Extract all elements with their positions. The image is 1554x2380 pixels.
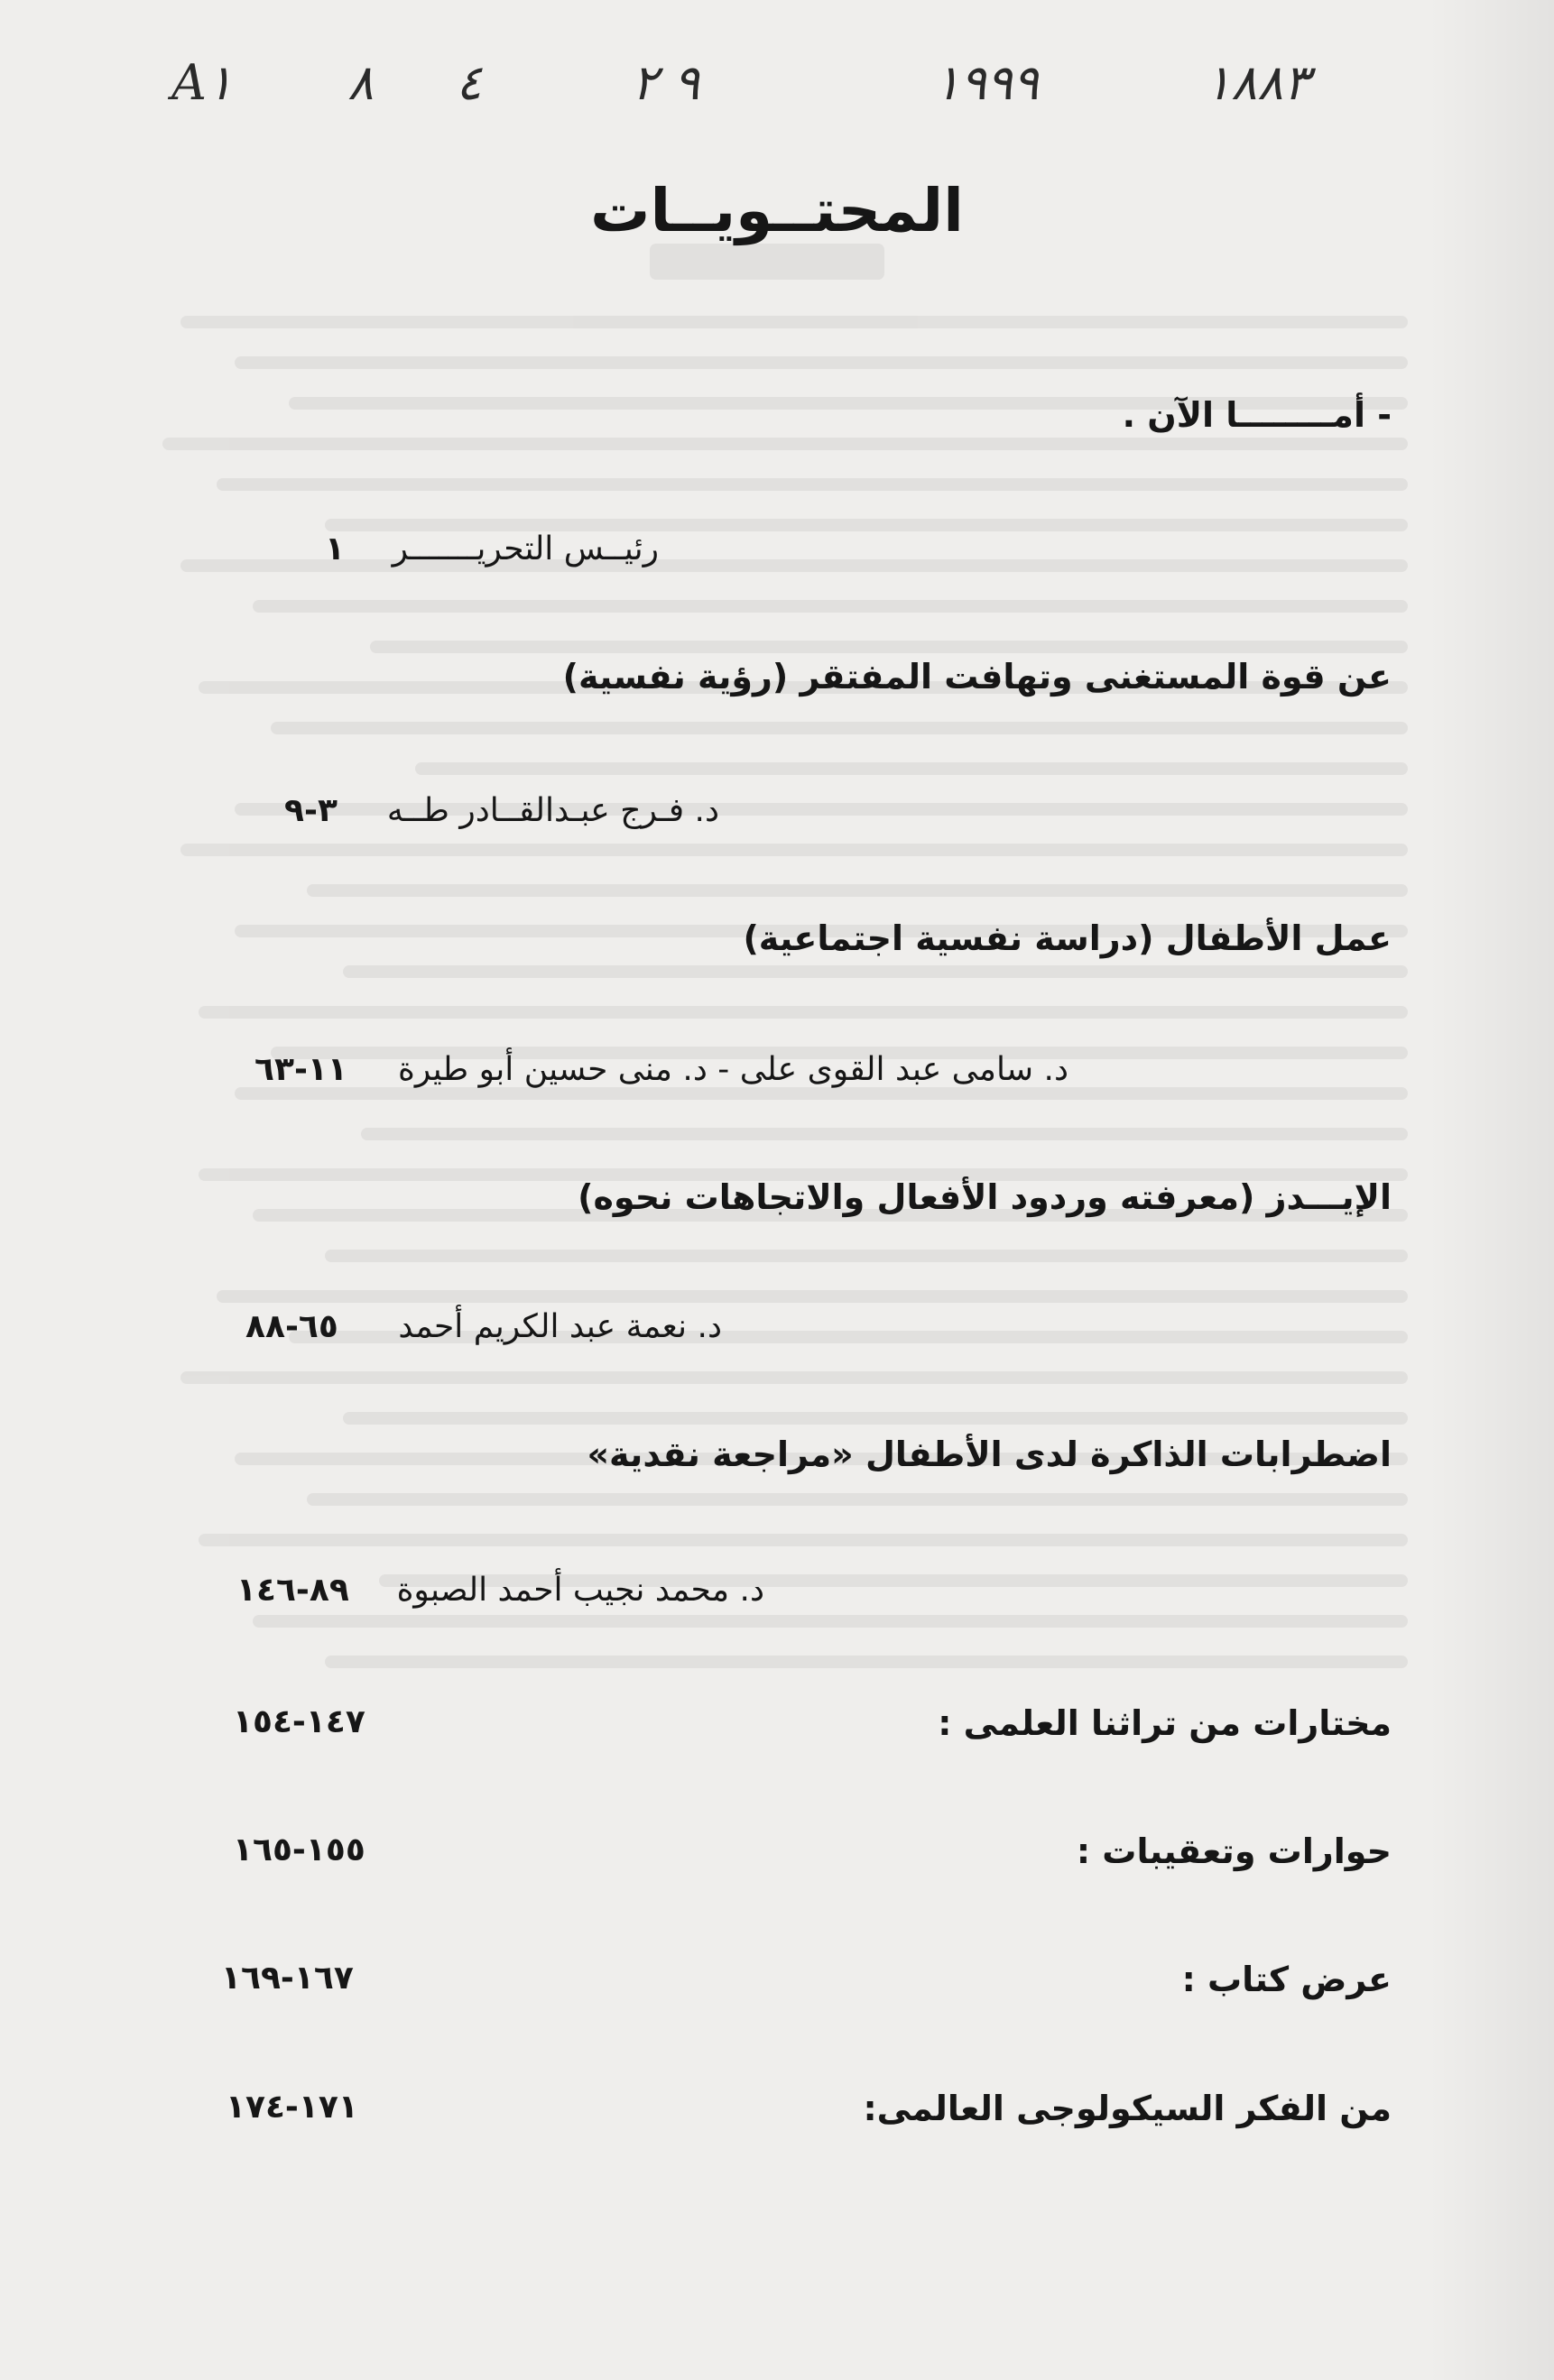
entry-pages: ٦٥-٨٨ [245, 1308, 338, 1345]
entry-pages: ١٧١-١٧٤ [226, 2089, 358, 2126]
entry-author: رئيــس التحريـــــــر [392, 530, 659, 567]
entry-title: عمل الأطفال (دراسة نفسية اجتماعية) [743, 918, 1392, 958]
handwritten-mark: ٤ [456, 54, 483, 111]
page-title: المحتــويــات [590, 176, 964, 245]
entry-title: عرض كتاب : [1181, 1960, 1392, 1999]
entry-pages: ٨٩-١٤٦ [236, 1572, 349, 1609]
binding-shadow [1428, 0, 1554, 2380]
entry-title: الإيـــدز (معرفته وردود الأفعال والاتجاهات نحوه) [578, 1177, 1392, 1217]
entry-title: حوارات وتعقيبات : [1076, 1831, 1392, 1871]
handwritten-mark: ١٨٨٣ [1205, 54, 1310, 111]
entry-author: د. فـرج عبـدالقــادر طــه [386, 792, 719, 829]
entry-pages: ١٥٥-١٦٥ [233, 1831, 365, 1868]
entry-title: عن قوة المستغنى وتهافت المفتقر (رؤية نفسية) [562, 657, 1392, 696]
entry-author: د. نعمة عبد الكريم أحمد [398, 1308, 722, 1345]
entry-title: مختارات من تراثنا العلمى : [938, 1703, 1392, 1743]
entry-author: د. سامى عبد القوى على - د. منى حسين أبو طيرة [397, 1051, 1068, 1088]
entry-title: اضطرابات الذاكرة لدى الأطفال «مراجعة نقدية» [587, 1434, 1392, 1474]
bleed-through-texture [108, 244, 1408, 1705]
entry-author: د. محمد نجيب أحمد الصبوة [396, 1572, 764, 1609]
handwritten-mark: ٨ [347, 54, 375, 111]
entry-pages: ١٤٧-١٥٤ [233, 1703, 365, 1740]
handwritten-mark: ١٩٩٩ [934, 54, 1040, 111]
entry-pages: ١٦٧-١٦٩ [221, 1960, 354, 1997]
handwritten-mark: A١ [171, 54, 234, 111]
entry-pages: ١١-٦٣ [254, 1051, 347, 1088]
entry-pages: ١ [325, 530, 345, 567]
handwritten-mark: ٩ ٢ [632, 54, 700, 111]
entry-title: - أمــــــــا الآن . [1122, 395, 1392, 435]
entry-title: من الفكر السيكولوجى العالمى: [863, 2089, 1392, 2128]
entry-pages: ٣-٩ [284, 792, 338, 829]
